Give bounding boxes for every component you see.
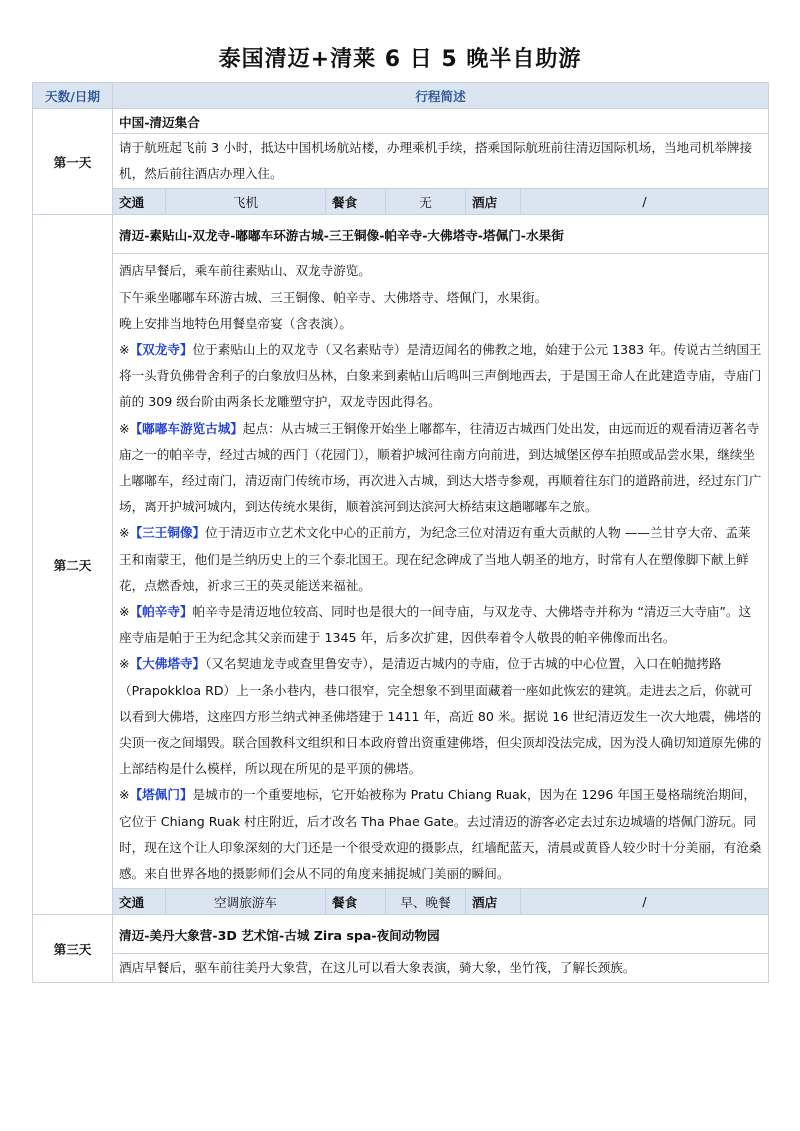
description-paragraph <box>119 135 762 187</box>
description-paragraph <box>119 416 762 521</box>
transport-value: 空调旅游车 <box>166 889 326 915</box>
reference-mark: ※ <box>119 604 130 620</box>
header-day: 天数/日期 <box>33 83 113 109</box>
day-description <box>113 134 769 189</box>
document-title: 泰国清迈+清莱 6 日 5 晚半自助游 <box>218 47 582 72</box>
paragraph-text: 请于航班起飞前 3 小时，抵达中国机场航站楼，办理乘机手续，搭乘国际航班前往清迈国际机场，当地司机举牌接机，然后前往酒店办理入住。 <box>119 140 753 182</box>
paragraph-text: 酒店早餐后，驱车前往美丹大象营，在这儿可以看大象表演，骑大象，坐竹筏，了解长颈族。 <box>119 960 636 976</box>
transport-value: 飞机 <box>166 189 326 215</box>
paragraph-text: 是城市的一个重要地标，它开始被称为 Pratu Chiang Ruak，因为在 1296 年国王曼格瑞统治期间，它位于 Chiang Ruak 村庄附近，后才改名 Tha Phae Gate。去过清迈的游客必定去过东边城墙的塔佩门游玩。同时，现在这个让人印象深刻的大门还是一个很受欢迎的摄影点，红墙配蓝天，清晨或黄昏人较少时十分美丽，有沧桑感。来自世界各地的摄影师们会从不同的角度来捕捉城门美丽的瞬间。 <box>119 787 762 882</box>
itinerary-table <box>32 82 769 983</box>
day-route-row <box>33 915 769 954</box>
meals-label: 餐食 <box>326 189 386 215</box>
attraction-label: 【帕辛寺】 <box>129 604 193 620</box>
reference-mark: ※ <box>119 420 130 436</box>
day-description <box>113 954 769 983</box>
description-paragraph <box>119 651 762 782</box>
day-body-row <box>33 134 769 189</box>
day-route: 清迈-素贴山-双龙寺-嘟嘟车环游古城-三王铜像-帕辛寺-大佛塔寺-塔佩门-水果街 <box>113 215 769 254</box>
meals-label: 餐食 <box>326 889 386 915</box>
description-paragraph <box>119 258 762 284</box>
description-paragraph <box>119 782 762 887</box>
hotel-label: 酒店 <box>466 889 521 915</box>
day-info-row <box>33 189 769 215</box>
day-body-row <box>33 254 769 889</box>
day-body-row <box>33 954 769 983</box>
paragraph-text: 位于素贴山上的双龙寺（又名素贴寺）是清迈闻名的佛教之地，始建于公元 1383 年。传说古兰纳国王将一头背负佛骨舍利子的白象放归丛林，白象来到素帖山后鸣叫三声倒地西去，于是国王命人在此建造寺庙，寺庙门前的 309 级台阶由两条长龙雕塑守护，双龙寺因此得名。 <box>119 342 762 410</box>
reference-mark: ※ <box>119 656 130 672</box>
header-description: 行程简述 <box>113 83 769 109</box>
paragraph-text: 位于清迈市立艺术文化中心的正前方，为纪念三位对清迈有重大贡献的人物 ——兰甘亨大帝、孟莱王和南蒙王，他们是兰纳历史上的三个泰北国王。现在纪念碑成了当地人朝圣的地方，时常有人在塑像脚下献上鲜花，点燃香烛，祈求三王的英灵能送来福祉。 <box>119 525 751 593</box>
attraction-label: 【大佛塔寺】 <box>129 656 206 672</box>
paragraph-text: 晚上安排当地特色用餐皇帝宴（含表演）。 <box>119 315 352 331</box>
meals-value: 无 <box>386 189 466 215</box>
description-paragraph <box>119 285 762 311</box>
attraction-label: 【三王铜像】 <box>129 525 206 541</box>
day-route: 中国-清迈集合 <box>113 109 769 134</box>
day-label: 第二天 <box>33 215 113 915</box>
table-header-row <box>33 83 769 109</box>
day-route: 清迈-美丹大象营-3D 艺术馆-古城 Zira spa-夜间动物园 <box>113 915 769 954</box>
description-paragraph <box>119 337 762 416</box>
hotel-value: / <box>521 889 769 915</box>
paragraph-text: 酒店早餐后，乘车前往素贴山、双龙寺游览。 <box>119 263 371 279</box>
day-label: 第三天 <box>33 915 113 983</box>
description-paragraph <box>119 311 762 337</box>
description-paragraph <box>119 599 762 651</box>
day-label: 第一天 <box>33 109 113 215</box>
reference-mark: ※ <box>119 342 130 358</box>
paragraph-text: （又名契迪龙寺或查里鲁安寺），是清迈古城内的寺庙，位于古城的中心位置，入口在帕抛拷路（Prapokkloa RD）上一条小巷内，巷口很窄，完全想象不到里面藏着一座如此恢宏的建筑。走进去之后，你就可以看到大佛塔，这座四方形兰纳式神圣佛塔建于 1411 年，高近 80 米。据说 16 世纪清迈发生一次大地震，佛塔的尖顶一夜之间塌毁。联合国教科文组织和日本政府曾出资重建佛塔，但尖顶却没法完成，因为没人确切知道原先佛的上部结构是什么模样，所以现在所见的是平顶的佛塔。 <box>119 656 762 777</box>
paragraph-text: 下午乘坐嘟嘟车环游古城、三王铜像、帕辛寺、大佛塔寺、塔佩门，水果街。 <box>119 289 548 305</box>
hotel-label: 酒店 <box>466 189 521 215</box>
transport-label: 交通 <box>113 889 166 915</box>
paragraph-text: 帕辛寺是清迈地位较高、同时也是很大的一间寺庙，与双龙寺、大佛塔寺并称为 “清迈三大寺庙”。这座寺庙是帕于王为纪念其父亲而建于 1345 年，后多次扩建，因供奉着令人敬畏的帕辛佛像而出名。 <box>119 604 752 646</box>
day-route-row <box>33 109 769 134</box>
day-route-row <box>33 215 769 254</box>
reference-mark: ※ <box>119 787 130 803</box>
transport-label: 交通 <box>113 189 166 215</box>
description-paragraph <box>119 520 762 599</box>
attraction-label: 【双龙寺】 <box>129 342 193 358</box>
paragraph-text: 起点：从古城三王铜像开始坐上嘟都车，往清迈古城西门处出发，由远而近的观看清迈著名寺庙之一的帕辛寺，经过古城的西门（花园门），顺着护城河往南方向前进，到达城堡区停车拍照或品尝水果，继续坐上嘟嘟车，经过南门，清迈南门传统市场，再次进入古城，到达大塔寺参观，再顺着往东门的道路前进，经过东门广场，离开护城河城内，到达传统水果街，顺着滨河到达滨河大桥结束这趟嘟嘟车之旅。 <box>119 420 762 515</box>
meals-value: 早、晚餐 <box>386 889 466 915</box>
attraction-label: 【塔佩门】 <box>129 787 193 803</box>
attraction-label: 【嘟嘟车游览古城】 <box>129 420 243 436</box>
day-info-row <box>33 889 769 915</box>
reference-mark: ※ <box>119 525 130 541</box>
description-paragraph <box>119 955 762 981</box>
day-description <box>113 254 769 889</box>
hotel-value: / <box>521 189 769 215</box>
